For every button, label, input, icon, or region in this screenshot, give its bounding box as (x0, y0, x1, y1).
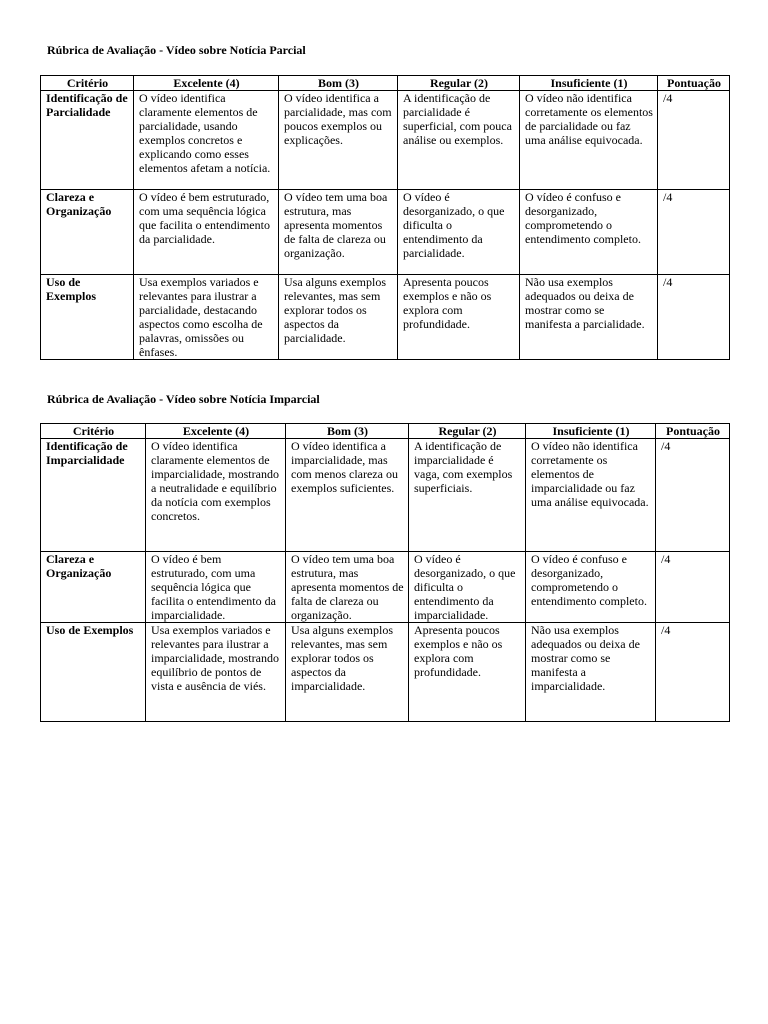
regular-cell: A identificação de imparcialidade é vaga, com exemplos superficiais. (409, 439, 526, 552)
insuficiente-cell: Não usa exemplos adequados ou deixa de mostrar como se manifesta a imparcialidade. (526, 623, 656, 722)
pontuacao-cell: /4 (656, 439, 730, 552)
criterion-cell: Clareza e Organização (41, 552, 146, 623)
regular-cell: Apresenta poucos exemplos e não os explora com profundidade. (409, 623, 526, 722)
table-header-row (41, 424, 730, 439)
table-row (41, 623, 730, 722)
insuficiente-cell: O vídeo não identifica corretamente os elementos de imparcialidade ou faz uma análise equivocada. (526, 439, 656, 552)
header-excelente: Excelente (4) (134, 76, 279, 91)
bom-cell: Usa alguns exemplos relevantes, mas sem explorar todos os aspectos da imparcialidade. (286, 623, 409, 722)
header-regular: Regular (2) (409, 424, 526, 439)
criterion-cell: Identificação de Imparcialidade (41, 439, 146, 552)
excelente-cell: O vídeo é bem estruturado, com uma sequência lógica que facilita o entendimento da imparcialidade. (146, 552, 286, 623)
excelente-cell: O vídeo identifica claramente elementos de imparcialidade, mostrando a neutralidade e equilíbrio da notícia com exemplos concretos. (146, 439, 286, 552)
rubric-imparcial (40, 392, 729, 722)
bom-cell: O vídeo identifica a parcialidade, mas com poucos exemplos ou explicações. (279, 91, 398, 190)
pontuacao-cell: /4 (658, 190, 730, 275)
excelente-cell: Usa exemplos variados e relevantes para ilustrar a imparcialidade, mostrando equilíbrio de pontos de vista e ausência de viés. (146, 623, 286, 722)
pontuacao-cell: /4 (656, 552, 730, 623)
header-criterio: Critério (41, 424, 146, 439)
table-row (41, 552, 730, 623)
insuficiente-cell: O vídeo é confuso e desorganizado, comprometendo o entendimento completo. (526, 552, 656, 623)
rubric-table (40, 423, 730, 722)
header-insuficiente: Insuficiente (1) (520, 76, 658, 91)
header-excelente: Excelente (4) (146, 424, 286, 439)
insuficiente-cell: O vídeo é confuso e desorganizado, comprometendo o entendimento completo. (520, 190, 658, 275)
regular-cell: Apresenta poucos exemplos e não os explora com profundidade. (398, 275, 520, 360)
header-bom: Bom (3) (279, 76, 398, 91)
excelente-cell: O vídeo identifica claramente elementos de parcialidade, usando exemplos concretos e explicando como esses elementos afetam a notícia. (134, 91, 279, 190)
regular-cell: O vídeo é desorganizado, o que dificulta o entendimento da parcialidade. (398, 190, 520, 275)
insuficiente-cell: O vídeo não identifica corretamente os elementos de parcialidade ou faz uma análise equivocada. (520, 91, 658, 190)
table-row (41, 91, 730, 190)
rubric-title: Rúbrica de Avaliação - Vídeo sobre Notícia Parcial (47, 43, 306, 57)
regular-cell: O vídeo é desorganizado, o que dificulta o entendimento da imparcialidade. (409, 552, 526, 623)
bom-cell: O vídeo identifica a imparcialidade, mas com menos clareza ou exemplos suficientes. (286, 439, 409, 552)
header-criterio: Critério (41, 76, 134, 91)
criterion-cell: Uso de Exemplos (41, 275, 134, 360)
bom-cell: O vídeo tem uma boa estrutura, mas apresenta momentos de falta de clareza ou organização. (286, 552, 409, 623)
pontuacao-cell: /4 (658, 91, 730, 190)
header-pontuacao: Pontuação (656, 424, 730, 439)
table-header-row (41, 76, 730, 91)
excelente-cell: Usa exemplos variados e relevantes para ilustrar a parcialidade, destacando aspectos como escolha de palavras, omissões ou ênfases. (134, 275, 279, 360)
header-pontuacao: Pontuação (658, 76, 730, 91)
pontuacao-cell: /4 (656, 623, 730, 722)
rubric-parcial (40, 43, 729, 360)
header-regular: Regular (2) (398, 76, 520, 91)
table-row (41, 190, 730, 275)
pontuacao-cell: /4 (658, 275, 730, 360)
rubric-table (40, 75, 730, 360)
excelente-cell: O vídeo é bem estruturado, com uma sequência lógica que facilita o entendimento da parcialidade. (134, 190, 279, 275)
rubric-title: Rúbrica de Avaliação - Vídeo sobre Notícia Imparcial (47, 392, 320, 406)
header-bom: Bom (3) (286, 424, 409, 439)
header-insuficiente: Insuficiente (1) (526, 424, 656, 439)
insuficiente-cell: Não usa exemplos adequados ou deixa de mostrar como se manifesta a parcialidade. (520, 275, 658, 360)
regular-cell: A identificação de parcialidade é superficial, com pouca análise ou exemplos. (398, 91, 520, 190)
bom-cell: Usa alguns exemplos relevantes, mas sem explorar todos os aspectos da parcialidade. (279, 275, 398, 360)
criterion-cell: Clareza e Organização (41, 190, 134, 275)
bom-cell: O vídeo tem uma boa estrutura, mas apresenta momentos de falta de clareza ou organização. (279, 190, 398, 275)
table-row (41, 439, 730, 552)
table-row (41, 275, 730, 360)
criterion-cell: Identificação de Parcialidade (41, 91, 134, 190)
criterion-cell: Uso de Exemplos (41, 623, 146, 722)
